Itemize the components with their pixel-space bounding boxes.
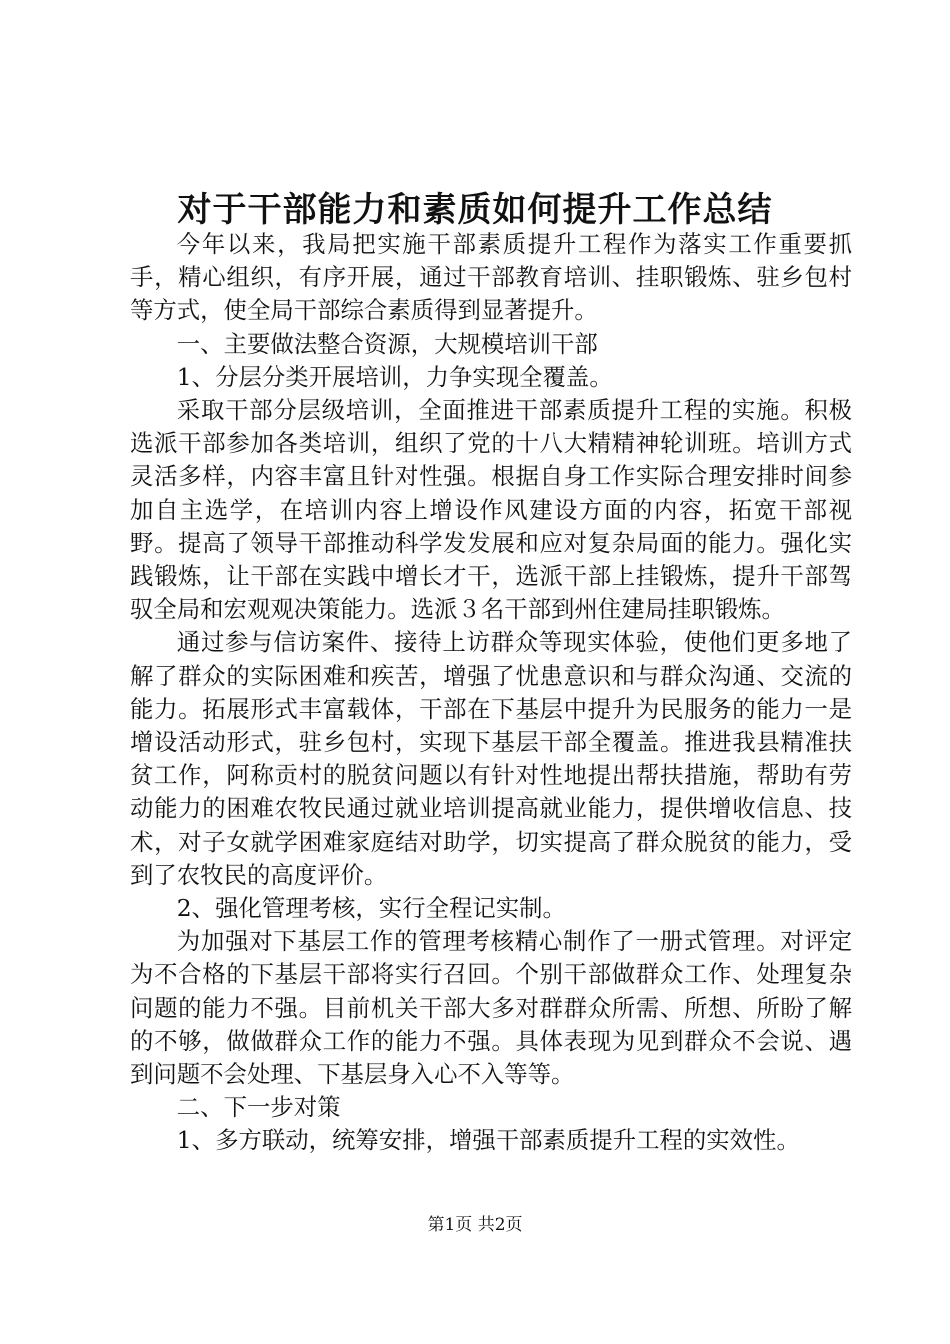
paragraph-grassroots: 通过参与信访案件、接待上访群众等现实体验，使他们更多地了解了群众的实际困难和疾苦，增强了忧患意识和与群众沟通、交流的能力。拓展形式丰富载体，干部在下基层中提升为民服务的能力一是增设活动形式，驻乡包村，实现下基层干部全覆盖。推进我县精准扶贫工作，阿称贡村的脱贫问题以有针对性地提出帮扶措施，帮助有劳动能力的困难农牧民通过就业培训提高就业能力，提供增收信息、技术，对子女就学困难家庭结对助学，切实提高了群众脱贫的能力，受到了农牧民的高度评价。 — [130, 628, 852, 889]
paragraph-intro: 今年以来，我局把实施干部素质提升工程作为落实工作重要抓手，精心组织，有序开展，通过干部教育培训、挂职锻炼、驻乡包村等方式，使全局干部综合素质得到显著提升。 — [130, 230, 852, 325]
document-title: 对于干部能力和素质如何提升工作总结 — [177, 190, 773, 230]
section-heading-2: 二、下一步对策 — [176, 1093, 341, 1122]
paragraph-training: 采取干部分层级培训，全面推进干部素质提升工程的实施。积极选派干部参加各类培训，组织了党的十八大精精神轮训班。培训方式灵活多样，内容丰富且针对性强。根据自身工作实际合理安排时间参加自主选学，在培训内容上增设作风建设方面的内容，拓宽干部视野。提高了领导干部推动科学发发展和应对复杂局面的能力。强化实践锻炼，让干部在实践中增长才干，选派干部上挂锻炼，提升干部驾驭全局和宏观观决策能力。选派３名干部到州住建局挂职锻炼。 — [130, 396, 852, 624]
subheading-1-2: 2、强化管理考核，实行全程记实制。 — [176, 894, 566, 923]
document-body — [130, 228, 852, 1158]
subheading-2-1: 1、多方联动，统筹安排，增强干部素质提升工程的实效性。 — [176, 1126, 800, 1155]
page-footer: 第1页 共2页 — [427, 1215, 523, 1235]
paragraph-management: 为加强对下基层工作的管理考核精心制作了一册式管理。对评定为不合格的下基层干部将实行召回。个别干部做群众工作、处理复杂问题的能力不强。目前机关干部大多对群群众所需、所想、所盼了解的不够，做做群众工作的能力不强。具体表现为见到群众不会说、遇到问题不会处理、下基层身入心不入等等。 — [130, 927, 852, 1089]
section-heading-1: 一、主要做法整合资源，大规模培训干部 — [176, 329, 598, 358]
subheading-1-1: 1、分层分类开展培训，力争实现全覆盖。 — [176, 362, 613, 391]
